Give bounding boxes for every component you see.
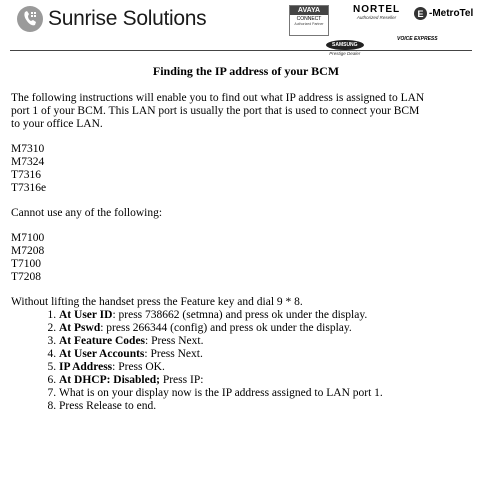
list-item: T7208: [11, 271, 42, 283]
intro-paragraph: The following instructions will enable you to find out what IP address is assigned to LAN port 1 of your BCM. This LAN port is usually the port that is used to connect your BCM to your office LAN.: [11, 92, 425, 130]
list-item: M7324: [11, 156, 45, 168]
step-item: 7. What is on your display now is the IP address assigned to LAN port 1.: [59, 387, 481, 400]
voice-express-logo: VOICE EXPRESS: [397, 36, 438, 42]
phone-icon: [17, 6, 43, 32]
list-item: M7310: [11, 143, 45, 155]
list-item: M7208: [11, 245, 45, 257]
steps-list: [11, 309, 481, 413]
emetrotel-logo: E -MetroTel: [414, 7, 473, 20]
step-item: 5. IP Address: Press OK.: [59, 361, 481, 374]
header-divider: [10, 50, 472, 51]
supported-model-list: [11, 143, 481, 195]
step-item: 6. At DHCP: Disabled; Press IP:: [59, 374, 481, 387]
step-item: 2. At Pswd: press 266344 (config) and press ok under the display.: [59, 322, 481, 335]
page-header: [0, 0, 500, 56]
brand-logo: [17, 6, 206, 32]
step-item: 4. At User Accounts: Press Next.: [59, 348, 481, 361]
document-body: [11, 65, 481, 413]
step-item: 3. At Feature Codes: Press Next.: [59, 335, 481, 348]
avaya-logo: AVAYA CONNECT Authorized Partner: [289, 5, 329, 36]
step-item: 1. At User ID: press 738662 (setmna) and press ok under the display.: [59, 309, 481, 322]
list-item: M7100: [11, 232, 45, 244]
unsupported-model-list: [11, 232, 481, 284]
list-item: T7316e: [11, 182, 47, 194]
brand-name: Sunrise Solutions: [48, 7, 207, 30]
nortel-logo: NORTEL Authorized Reseller: [353, 4, 401, 20]
steps-intro: Without lifting the handset press the Feature key and dial 9 * 8.: [11, 296, 303, 308]
samsung-logo: SAMSUNG Prestige Dealer: [326, 33, 364, 56]
unsupported-heading: Cannot use any of the following:: [11, 207, 163, 219]
page-title: Finding the IP address of your BCM: [152, 64, 340, 78]
list-item: T7100: [11, 258, 42, 270]
list-item: T7316: [11, 169, 42, 181]
step-item: 8. Press Release to end.: [59, 400, 481, 413]
